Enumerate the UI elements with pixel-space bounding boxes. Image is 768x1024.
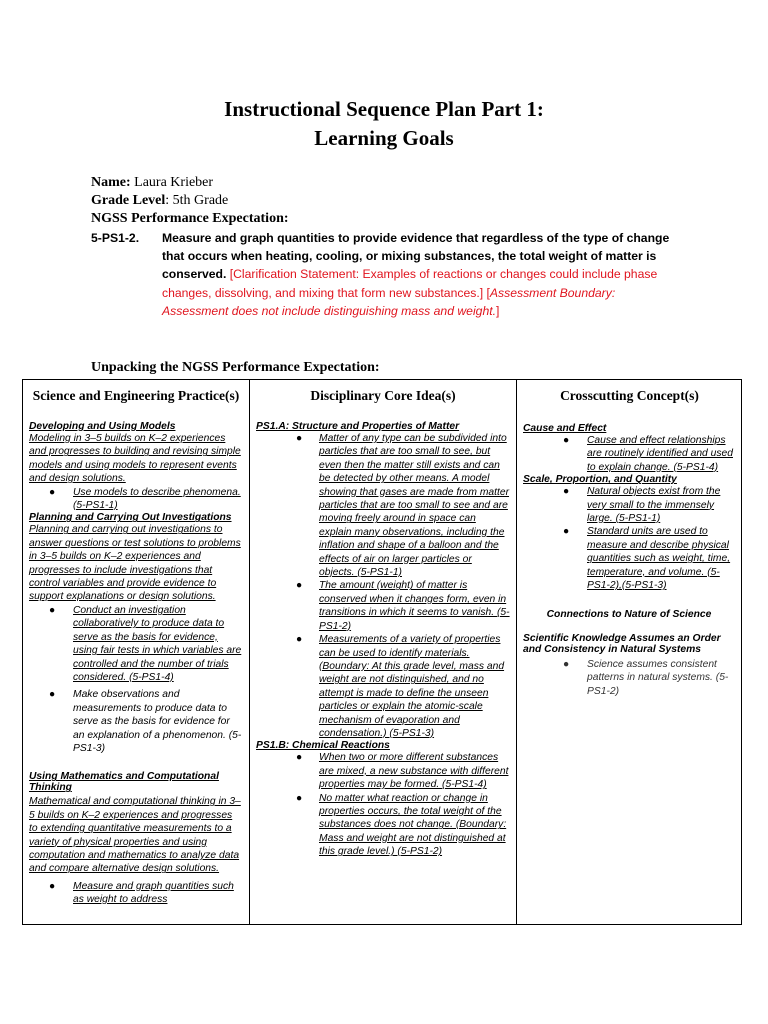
page-title: Instructional Sequence Plan Part 1: — [224, 97, 544, 121]
sep-paragraph: Modeling in 3–5 builds on K–2 experiences and progresses to building and revising simple models and using models to represent events and design solutions. — [29, 433, 241, 485]
dci-header: Disciplinary Core Idea(s) — [310, 388, 456, 403]
performance-expectation — [91, 229, 681, 320]
dci-column — [256, 421, 510, 859]
list-item: ● Make observations and measurements to produce data to serve as the basis for evidence for an explanation of a phenomenon. (5-PS1-3) — [49, 689, 242, 754]
ccc-title: Scientific Knowledge Assumes an Order and Consistency in Natural Systems — [523, 632, 721, 655]
ccc-title: Scale, Proportion, and Quantity — [523, 474, 677, 486]
dci-title: PS1.B: Chemical Reactions — [256, 740, 390, 752]
pe-boundary: Assessment Boundary: Assessment does not include distinguishing mass and weight. — [162, 285, 616, 318]
ccc-column — [523, 421, 735, 698]
sep-title: Developing and Using Models — [29, 421, 176, 432]
name-value: Laura Krieber — [130, 175, 214, 190]
grade-label: Grade Level — [91, 193, 166, 208]
pe-code: 5-PS1-2. — [91, 231, 140, 245]
ccc-title: Cause and Effect — [523, 423, 607, 434]
unpacking-heading: Unpacking the NGSS Performance Expectation: — [91, 360, 380, 375]
pe-clarification: [Clarification Statement: Examples of reactions or changes could include phase changes, dissolving, and mixing that form new substances.] [ — [162, 267, 658, 300]
list-item: ● Use models to describe phenomena. (5-PS1-1) — [49, 486, 241, 512]
sep-title: Using Mathematics and Computational Thinking — [29, 771, 219, 794]
list-item: ● Matter of any type can be subdivided into particles that are too small to see, but even then the matter still exists and can be detected by other means. A model showing that gases are made from matter particles that are too small to see and are moving freely around in space can explain many observations, including the inflation and shape of a balloon and the effects of air on larger particles or objects. (5-PS1-1) — [296, 433, 510, 579]
connections-heading: Connections to Nature of Science — [546, 609, 712, 621]
ngss-label: NGSS Performance Expectation: — [91, 211, 289, 226]
grade-value: : 5th Grade — [165, 193, 229, 208]
sep-paragraph: Mathematical and computational thinking in 3–5 builds on K–2 experiences and progresses to extending quantitative measurements to a variety of physical properties and using computation and mathematics to analyze data and compare alternative design solutions. — [29, 796, 241, 875]
ngss-table — [22, 379, 742, 925]
sep-paragraph: Planning and carrying out investigations to answer questions or test solutions to problems in 3–5 builds on K–2 experiences and progresses to include investigations that control variables and provide evidence to support explanations or design solutions. — [29, 524, 241, 603]
list-item: ● Conduct an investigation collaboratively to produce data to serve as the basis for evidence, using fair tests in which variables are controlled and the number of trials considered. (5-PS1-4) — [49, 604, 242, 683]
sep-header: Science and Engineering Practice(s) — [32, 388, 240, 403]
name-label: Name: — [91, 175, 131, 190]
list-item: ● No matter what reaction or change in properties occurs, the total weight of the substances does not change. (Boundary: Mass and weight are not distinguished at this grade level.) (5-PS1-2) — [296, 792, 507, 858]
column-divider — [516, 380, 517, 924]
column-divider — [249, 380, 250, 924]
grade-line — [91, 191, 228, 210]
name-line — [91, 173, 213, 192]
page-subtitle: Learning Goals — [314, 126, 454, 150]
list-item: ● Standard units are used to measure and describe physical quantities such as weight, time, temperature, and volume. (5-PS1-2),(5-PS1-3) — [563, 526, 731, 592]
sep-title: Planning and Carrying Out Investigations — [29, 512, 232, 524]
dci-title: PS1.A: Structure and Properties of Matter — [256, 421, 460, 432]
list-item: ● Measure and graph quantities such as weight to address — [49, 880, 234, 906]
list-item: ● The amount (weight) of matter is conserved when it changes form, even in transitions in which it seems to vanish. (5-PS1-2) — [296, 580, 510, 632]
list-item: ● Measurements of a variety of properties can be used to identify materials. (Boundary: At this grade level, mass and weight are not distinguished, and no attempt is made to define the unseen particles or explain the atomic-scale mechanism of evaporation and condensation.) (5-PS1-3) — [296, 634, 505, 739]
list-item: ● Natural objects exist from the very small to the immensely large. (5-PS1-1) — [563, 486, 721, 525]
list-item: ● When two or more different substances are mixed, a new substance with different properties may be formed. (5-PS1-4) — [296, 752, 509, 791]
list-item: ● Science assumes consistent patterns in natural systems. (5-PS1-2) — [563, 658, 729, 697]
list-item: ● Cause and effect relationships are routinely identified and used to explain change. (5-PS1-4) — [563, 435, 733, 473]
ccc-header: Crosscutting Concept(s) — [560, 388, 699, 403]
pe-close: ] — [496, 303, 500, 318]
pe-statement: Measure and graph quantities to provide evidence that regardless of the type of change that occurs when heating, cooling, or mixing substances, the total weight of matter is conserved. — [162, 231, 670, 282]
sep-column — [29, 421, 243, 907]
